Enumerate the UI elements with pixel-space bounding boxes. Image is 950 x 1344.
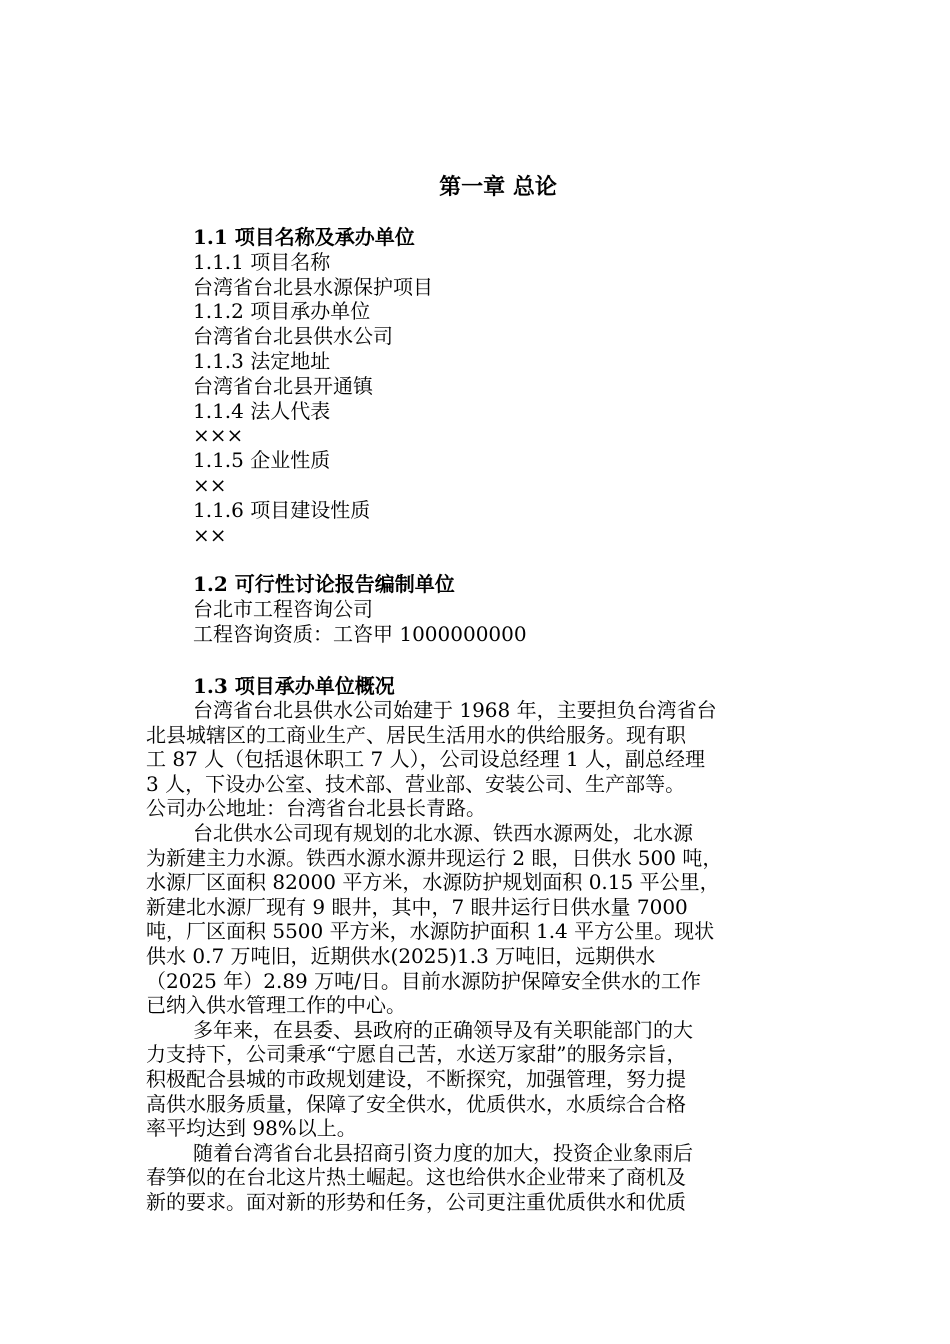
chapter-title: 第一章 总论 [439, 174, 557, 200]
section-heading: 1.3 项目承办单位概况 [193, 674, 395, 698]
subsection-value: ×× [193, 472, 227, 497]
paragraph [146, 1018, 806, 1141]
subsection-value: 台湾省台北县水源保护项目 [193, 274, 433, 299]
paragraph-line: 高供水服务质量，保障了安全供水，优质供水，水质综合合格 [146, 1091, 686, 1116]
paragraph-line: （2025 年）2.89 万吨/日。目前水源防护保障安全供水的工作 [146, 968, 701, 993]
section-1-3-body [146, 698, 806, 1214]
paragraph-line: 水源厂区面积 82000 平方米，水源防护规划面积 0.15 平公里， [146, 870, 720, 895]
section-1-1 [193, 225, 833, 547]
paragraph-line: 力支持下，公司秉承“宁愿自己苦，水送万家甜”的服务宗旨， [146, 1042, 687, 1067]
subsection-value: ×× [193, 522, 227, 547]
paragraph-line: 工 87 人（包括退休职工 7 人），公司设总经理 1 人，副总经理 [146, 747, 706, 772]
subsection-label: 1.1.3 法定地址 [193, 348, 331, 373]
paragraph-line: 北县城辖区的工商业生产、居民生活用水的供给服务。现有职 [146, 722, 686, 747]
section-1-2 [193, 572, 833, 646]
paragraph-line: 新的要求。面对新的形势和任务，公司更注重优质供水和优质 [146, 1189, 686, 1214]
paragraph [146, 698, 806, 821]
paragraph-line: 台湾省台北县供水公司始建于 1968 年，主要担负台湾省台 [193, 698, 717, 722]
compiler-qualification: 工程咨询资质：工咨甲 1000000000 [193, 621, 527, 646]
paragraph [146, 821, 806, 1018]
paragraph-line: 新建北水源厂现有 9 眼井，其中，7 眼井运行日供水量 7000 [146, 894, 688, 919]
section-1-3-heading-block [193, 674, 833, 699]
section-heading: 1.2 可行性讨论报告编制单位 [193, 572, 455, 596]
subsection-value: 台湾省台北县供水公司 [193, 324, 393, 349]
paragraph-line: 随着台湾省台北县招商引资力度的加大，投资企业象雨后 [193, 1140, 693, 1165]
paragraph [146, 1141, 806, 1215]
paragraph-line: 吨，厂区面积 5500 平方米，水源防护面积 1.4 平方公里。现状 [146, 919, 715, 944]
paragraph-line: 多年来，在县委、县政府的正确领导及有关职能部门的大 [193, 1017, 693, 1042]
paragraph-line: 3 人，下设办公室、技术部、营业部、安装公司、生产部等。 [146, 771, 686, 796]
paragraph-line: 台北供水公司现有规划的北水源、铁西水源两处，北水源 [193, 820, 693, 845]
paragraph-line: 积极配合县城的市政规划建设，不断探究，加强管理，努力提 [146, 1066, 686, 1091]
subsection-label: 1.1.4 法人代表 [193, 398, 331, 423]
subsection-label: 1.1.6 项目建设性质 [193, 497, 371, 522]
subsection-label: 1.1.5 企业性质 [193, 448, 331, 473]
subsection-label: 1.1.2 项目承办单位 [193, 299, 371, 324]
paragraph-line: 为新建主力水源。铁西水源水源井现运行 2 眼，日供水 500 吨， [146, 845, 723, 870]
compiler-name: 台北市工程咨询公司 [193, 596, 373, 621]
subsection-label: 1.1.1 项目名称 [193, 249, 331, 274]
subsection-value: ××× [193, 423, 244, 448]
section-heading: 1.1 项目名称及承办单位 [193, 225, 415, 249]
paragraph-line: 已纳入供水管理工作的中心。 [146, 993, 406, 1018]
paragraph-line: 率平均达到 98%以上。 [146, 1116, 357, 1141]
paragraph-line: 供水 0.7 万吨旧，近期供水(2025)1.3 万吨旧，远期供水 [146, 943, 656, 968]
paragraph-line: 公司办公地址：台湾省台北县长青路。 [146, 796, 486, 821]
paragraph-line: 春笋似的在台北这片热土崛起。这也给供水企业带来了商机及 [146, 1165, 686, 1190]
subsection-value: 台湾省台北县开通镇 [193, 373, 373, 398]
